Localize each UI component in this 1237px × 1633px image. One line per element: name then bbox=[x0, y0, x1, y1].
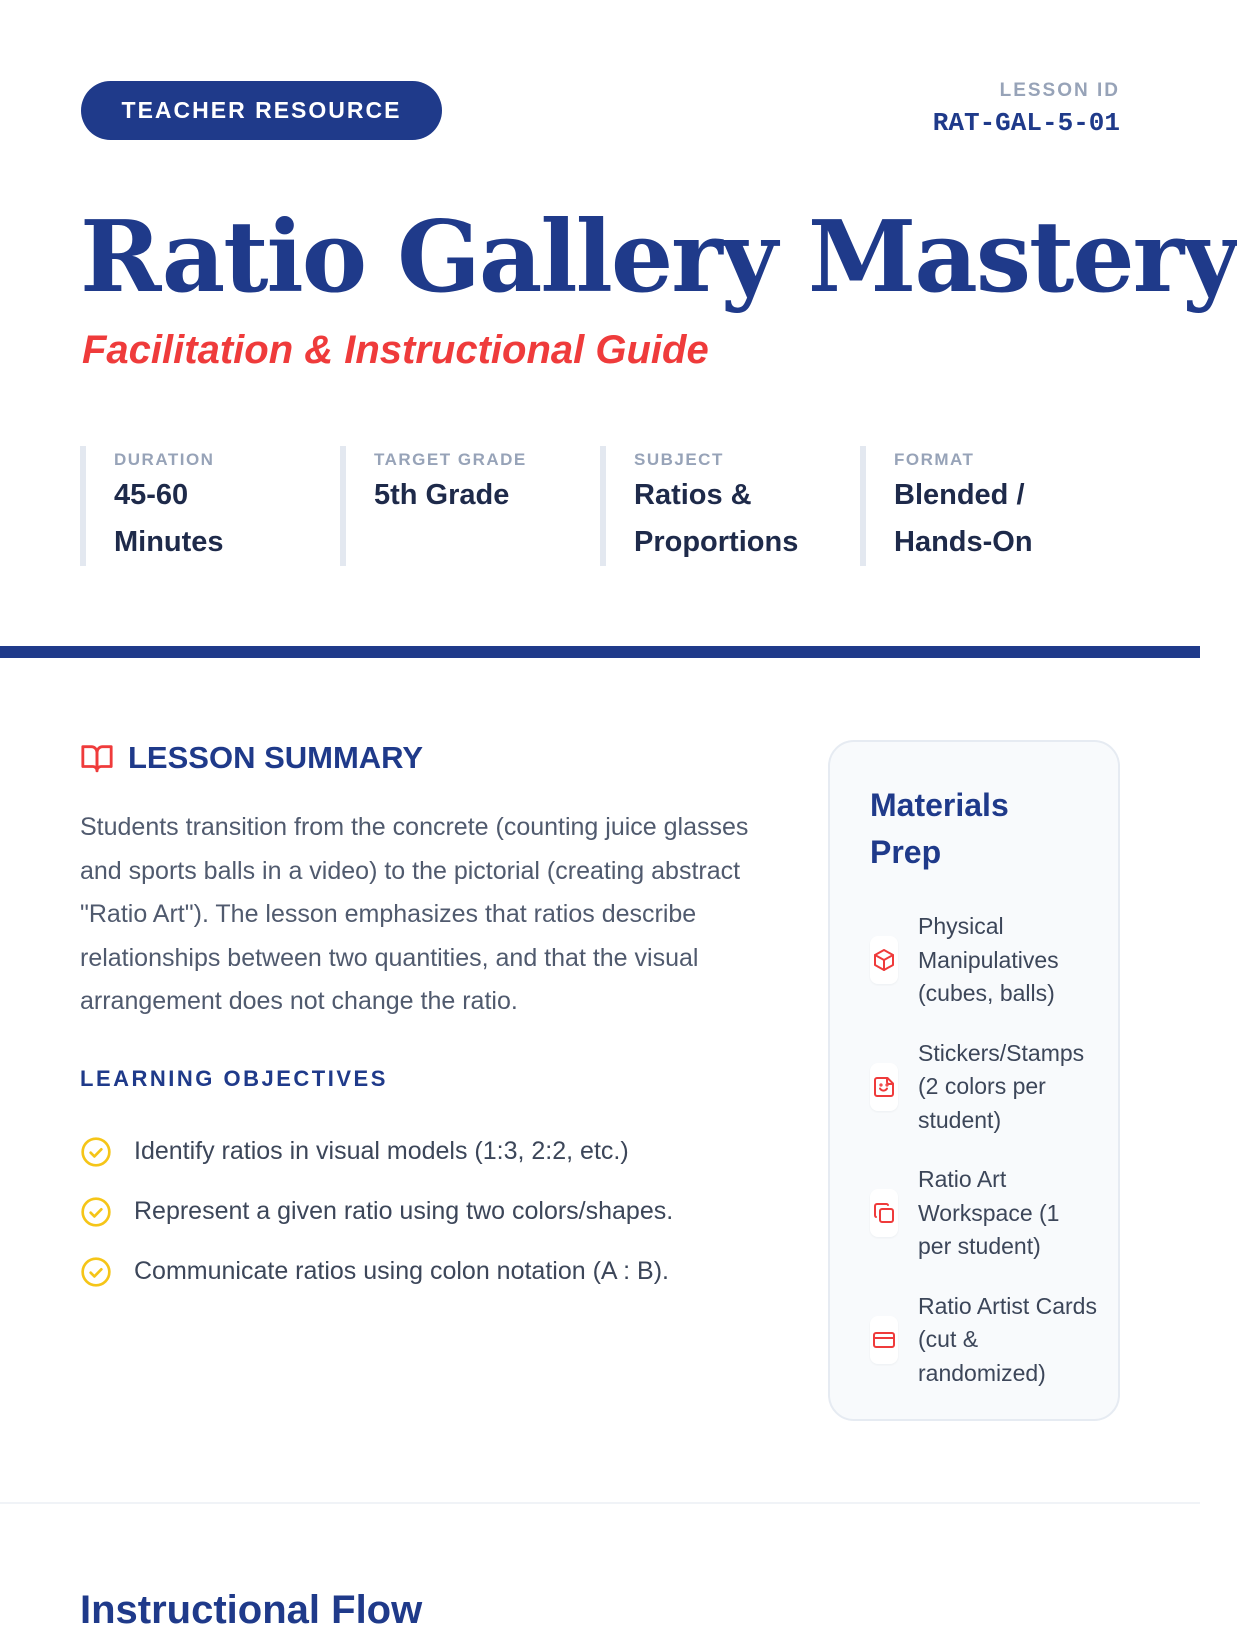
lesson-summary-text: Students transition from the concrete (counting juice glasses and sports balls in a video) to the pictorial (creating abstract "Ratio Art"). The lesson emphasizes that ratios describe relationships between two quantities, and that the visual arrangement does not change the ratio. bbox=[80, 813, 749, 1015]
meta-label: TARGET GRADE bbox=[374, 450, 527, 469]
objective-item bbox=[80, 1122, 770, 1182]
document-header bbox=[0, 0, 1237, 660]
check-circle-icon bbox=[80, 1136, 112, 1168]
materials-prep-card bbox=[828, 740, 1120, 1421]
meta-subject bbox=[600, 446, 860, 566]
check-circle-icon bbox=[80, 1256, 112, 1288]
sticker-icon bbox=[870, 1063, 898, 1111]
lesson-meta bbox=[80, 446, 1120, 566]
objective-text: Identify ratios in visual models (1:3, 2:2, etc.) bbox=[134, 1137, 629, 1165]
meta-value: 5th Grade bbox=[374, 479, 510, 511]
meta-value: Blended / Hands-On bbox=[894, 479, 1033, 558]
objective-text: Represent a given ratio using two colors/shapes. bbox=[134, 1197, 674, 1225]
meta-label: FORMAT bbox=[894, 450, 975, 469]
objective-item bbox=[80, 1242, 770, 1302]
book-open-icon bbox=[80, 741, 114, 775]
header-divider bbox=[0, 646, 1200, 658]
copy-icon bbox=[870, 1189, 898, 1237]
material-label: Physical Manipulatives (cubes, balls) bbox=[918, 913, 1059, 1006]
card-icon bbox=[870, 1316, 898, 1364]
meta-value: Ratios & Proportions bbox=[634, 479, 799, 558]
material-label: Stickers/Stamps (2 colors per student) bbox=[918, 1039, 1085, 1133]
meta-label: SUBJECT bbox=[634, 450, 724, 469]
section-divider bbox=[0, 1502, 1200, 1504]
lesson-id-block bbox=[933, 80, 1120, 138]
learning-objectives-heading: LEARNING OBJECTIVES bbox=[80, 1065, 388, 1091]
lesson-id-value: RAT-GAL-5-01 bbox=[932, 108, 1120, 138]
material-label: Ratio Art Workspace (1 per student) bbox=[918, 1166, 1060, 1259]
objective-text: Communicate ratios using colon notation (A : B). bbox=[134, 1257, 669, 1285]
teacher-resource-badge: TEACHER RESOURCE bbox=[81, 81, 442, 140]
lesson-id-label: LESSON ID bbox=[999, 80, 1120, 101]
cube-icon bbox=[870, 936, 898, 984]
check-circle-icon bbox=[80, 1196, 112, 1228]
material-item bbox=[870, 1037, 1098, 1138]
materials-list bbox=[870, 910, 1098, 1390]
meta-format bbox=[860, 446, 1120, 566]
material-label: Ratio Artist Cards (cut & randomized) bbox=[918, 1292, 1097, 1386]
page-title: Ratio Gallery Mastery bbox=[80, 200, 1237, 315]
meta-label: DURATION bbox=[114, 450, 215, 469]
page-subtitle: Facilitation & Instructional Guide bbox=[82, 328, 709, 372]
meta-grade bbox=[340, 446, 600, 566]
material-item bbox=[870, 1163, 1098, 1264]
lesson-summary-title: LESSON SUMMARY bbox=[128, 740, 424, 775]
materials-prep-title: Materials Prep bbox=[870, 787, 1009, 870]
instructional-flow-heading: Instructional Flow bbox=[80, 1588, 423, 1632]
meta-duration bbox=[80, 446, 340, 566]
lesson-summary-heading bbox=[80, 740, 770, 776]
lesson-summary-section bbox=[80, 740, 770, 1302]
meta-value: 45-60 Minutes bbox=[114, 479, 224, 558]
material-item bbox=[870, 910, 1098, 1011]
objective-item bbox=[80, 1182, 770, 1242]
learning-objectives-list bbox=[80, 1122, 770, 1302]
material-item bbox=[870, 1290, 1098, 1391]
